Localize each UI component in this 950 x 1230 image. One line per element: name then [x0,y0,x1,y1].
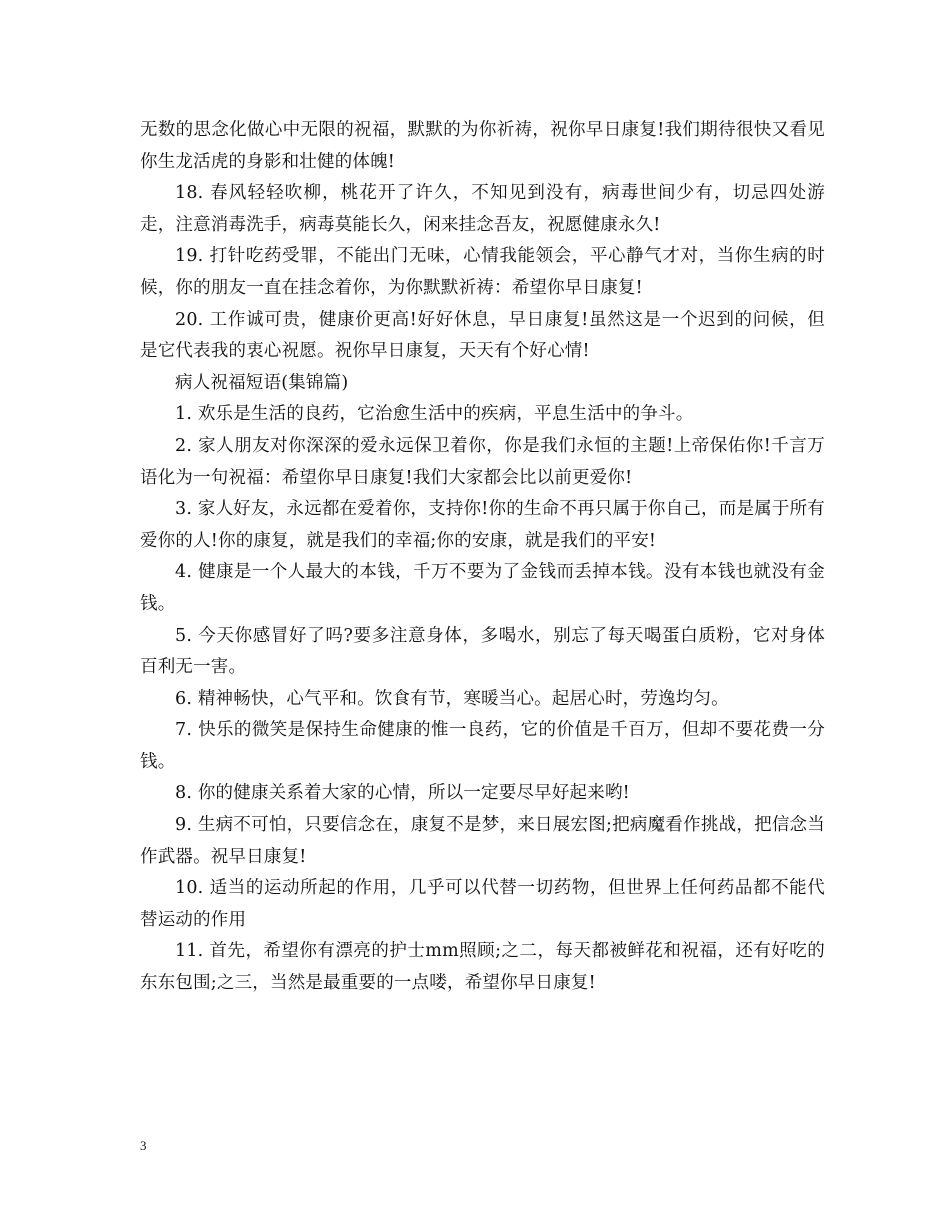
paragraph: 7. 快乐的微笑是保持生命健康的惟一良药，它的价值是千百万，但却不要花费一分钱。 [140,720,825,772]
paragraph: 8. 你的健康关系着大家的心情，所以一定要尽早好起来哟! [175,783,630,804]
paragraph: 11. 首先，希望你有漂亮的护士mm照顾;之二，每天都被鲜花和祝福，还有好吃的东东包围;之三，当然是最重要的一点喽，希望你早日康复! [140,941,825,994]
paragraph: 3. 家人好友，永远都在爱着你，支持你!你的生命不再只属于你自己，而是属于所有爱你的人!你的康复，就是我们的幸福;你的安康，就是我们的平安! [140,499,825,551]
paragraph: 4. 健康是一个人最大的本钱，千万不要为了金钱而丢掉本钱。没有本钱也就没有金钱。 [140,562,825,614]
paragraph: 5. 今天你感冒好了吗?要多注意身体，多喝水，别忘了每天喝蛋白质粉，它对身体百利无一害。 [140,625,825,678]
paragraph: 9. 生病不可怕，只要信念在，康复不是梦，来日展宏图;把病魔看作挑战，把信念当作武器。祝早日康复! [140,815,825,867]
paragraph: 无数的思念化做心中无限的祝福，默默的为你祈祷，祝你早日康复!我们期待很快又看见你生龙活虎的身影和壮健的体魄! [140,120,825,172]
paragraph: 10. 适当的运动所起的作用，几乎可以代替一切药物，但世界上任何药品都不能代替运动的作用 [140,878,825,930]
paragraph: 2. 家人朋友对你深深的爱永远保卫着你，你是我们永恒的主题!上帝保佑你!千言万语化为一句祝福：希望你早日康复!我们大家都会比以前更爱你! [140,435,825,488]
paragraph: 20. 工作诚可贵，健康价更高!好好休息，早日康复!虽然这是一个迟到的问候，但是它代表我的衷心祝愿。祝你早日康复，天天有个好心情! [140,309,825,362]
page-number: 3 [140,1138,147,1153]
paragraph: 病人祝福短语(集锦篇) [175,372,349,393]
paragraph: 19. 打针吃药受罪，不能出门无味，心情我能领会，平心静气才对，当你生病的时候，你的朋友一直在挂念着你，为你默默祈祷：希望你早日康复! [140,246,825,298]
paragraph: 1. 欢乐是生活的良药，它治愈生活中的疾病，平息生活中的争斗。 [175,404,694,425]
paragraph: 6. 精神畅快，心气平和。饮食有节，寒暖当心。起居心时，劳逸均匀。 [175,688,729,709]
document-body [140,115,825,1000]
paragraph: 18. 春风轻轻吹柳，桃花开了许久，不知见到没有，病毒世间少有，切忌四处游走，注意消毒洗手，病毒莫能长久，闲来挂念吾友，祝愿健康永久! [140,183,825,235]
